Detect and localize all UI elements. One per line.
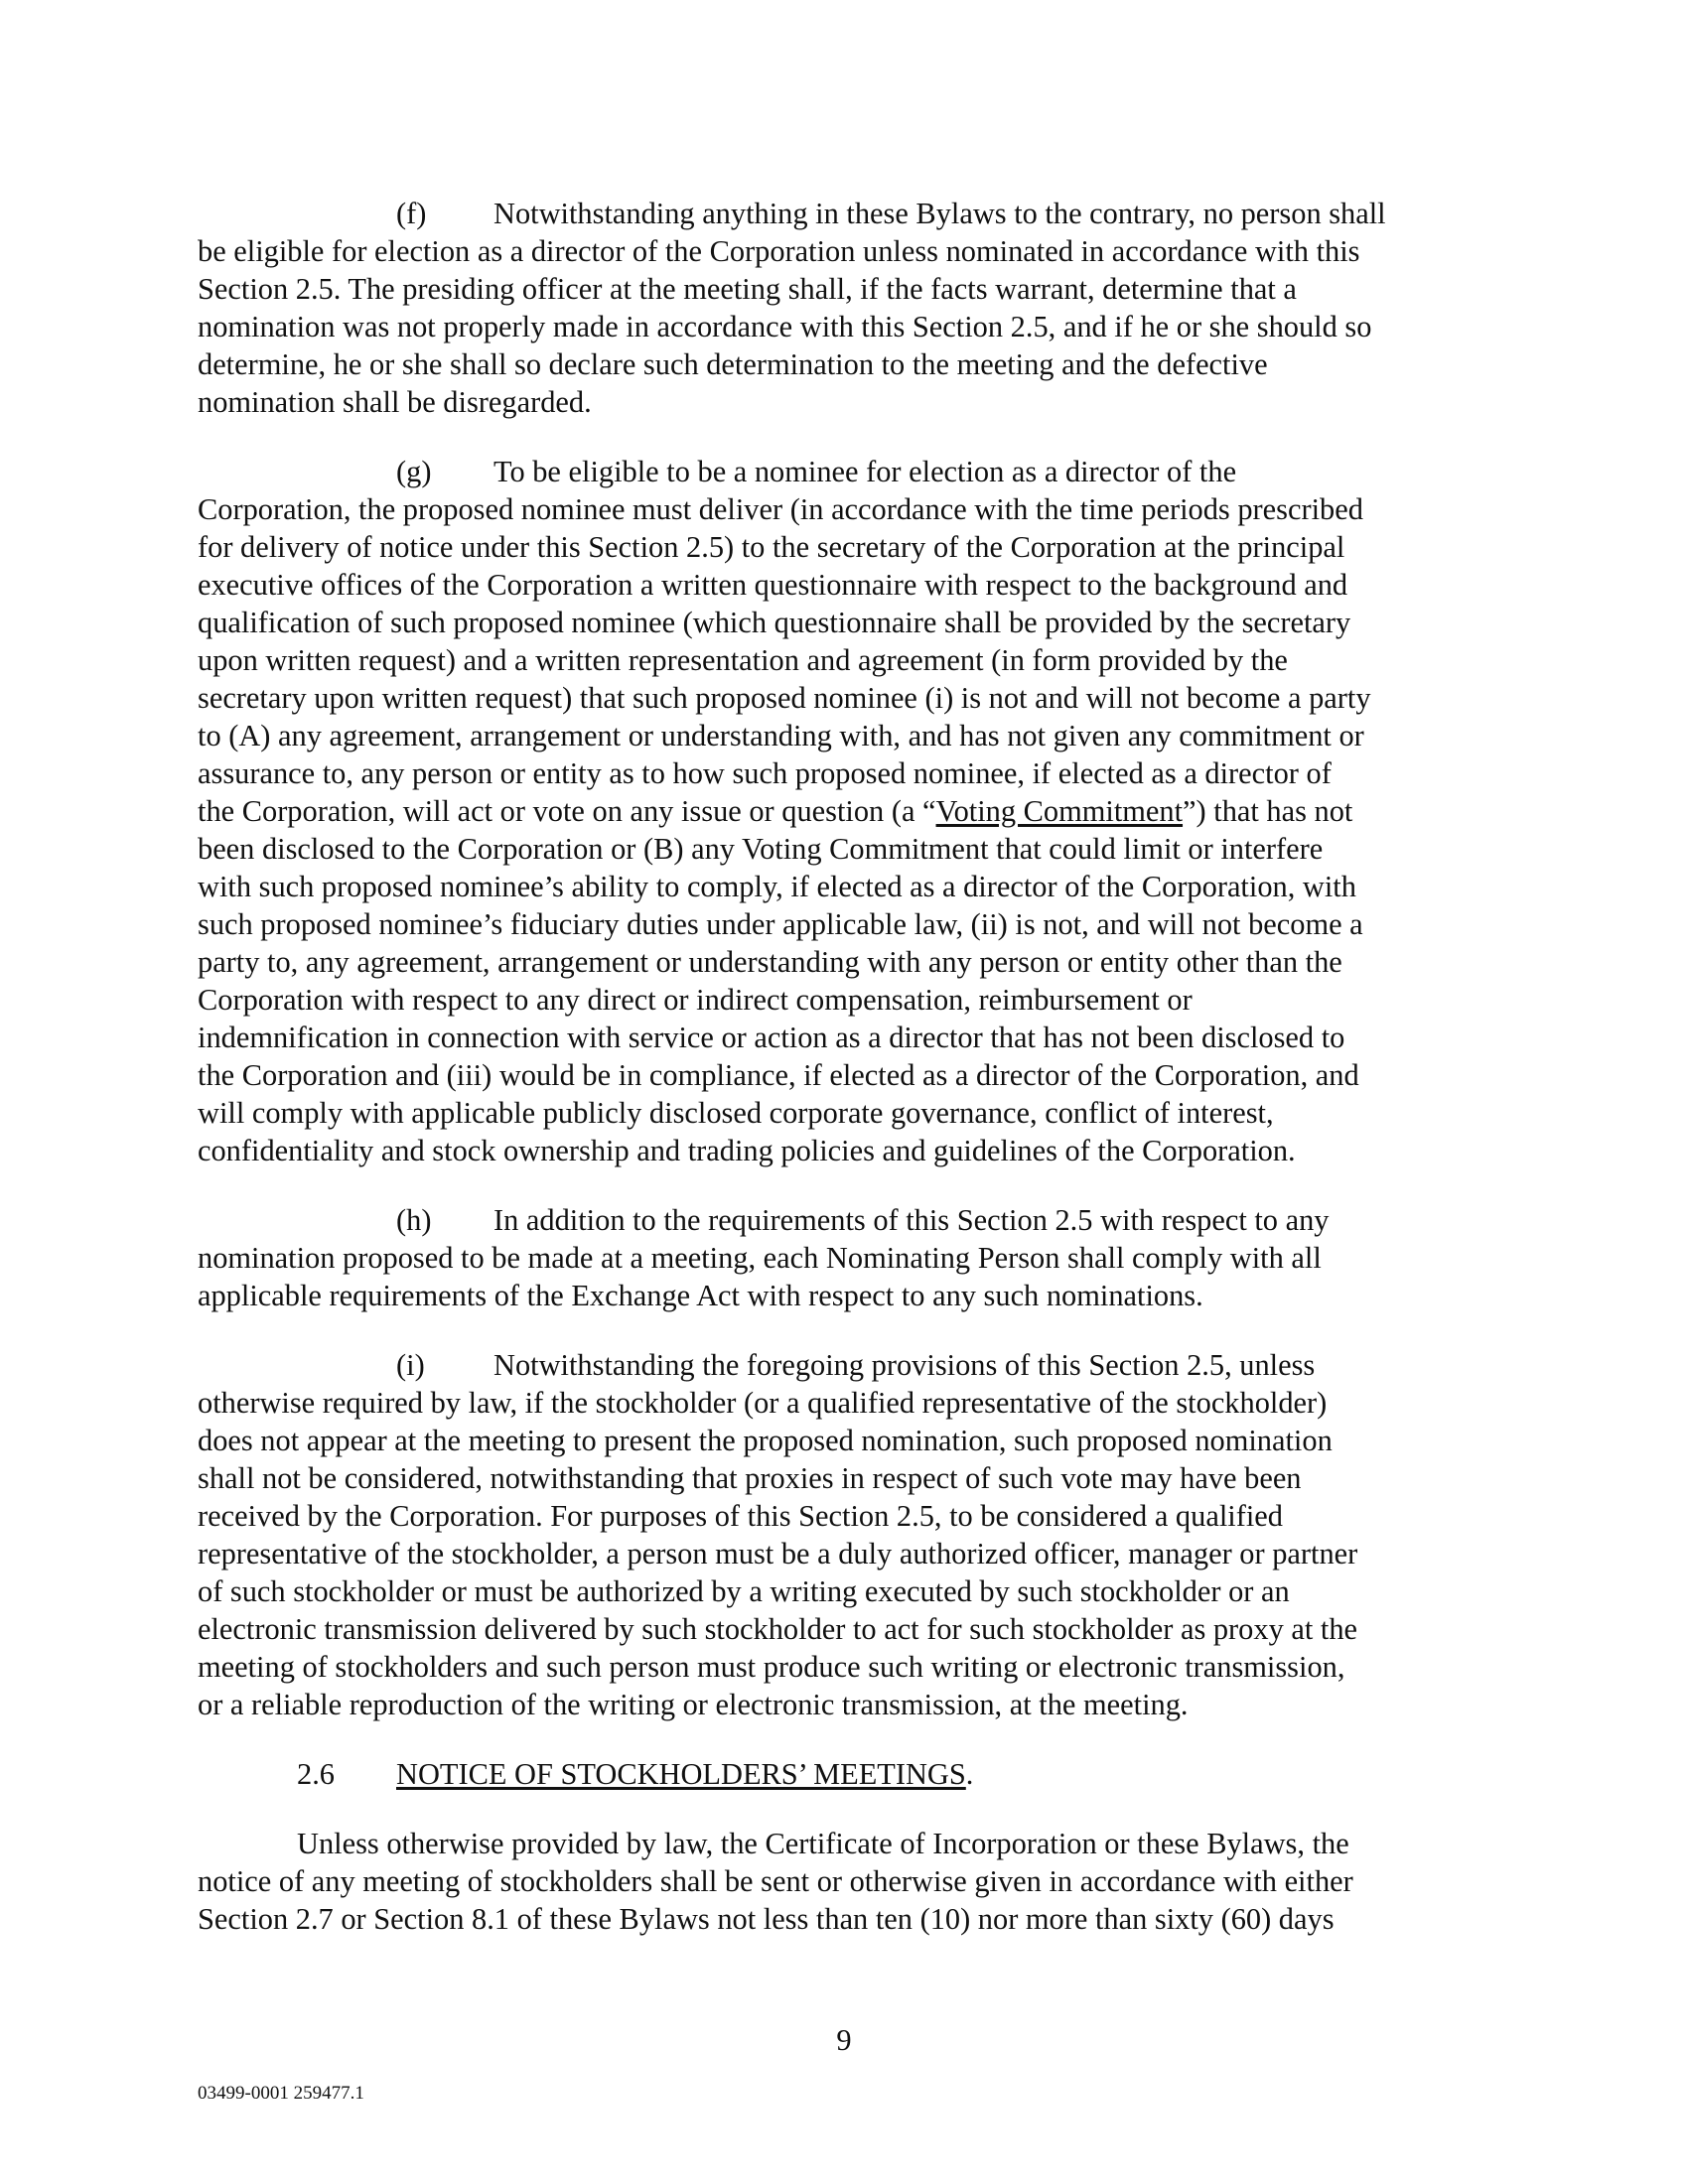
section-heading xyxy=(198,1755,1488,1793)
paragraph-i xyxy=(198,1346,1488,1723)
document-body xyxy=(198,195,1488,1970)
section-body: Unless otherwise provided by law, the Certificate of Incorporation or these Bylaws, the notice of any meeting of stockholders shall be sent or otherwise given in accordance with either Section 2.7 or Section 8.1 of these Bylaws not less than ten (10) nor more than sixty (60) days xyxy=(198,1827,1353,1936)
defined-term-voting-commitment: Voting Commitment xyxy=(935,794,1184,828)
paragraph-text: In addition to the requirements of this Section 2.5 with respect to any nomination proposed to be made at a meeting, each Nominating Person shall comply with all applicable requirements of the Exchange Act with respect to any such nominations. xyxy=(198,1203,1330,1312)
section-title: NOTICE OF STOCKHOLDERS’ MEETINGS xyxy=(396,1757,966,1791)
section-number: 2.6 xyxy=(297,1757,335,1791)
paragraph-text: To be eligible to be a nominee for election as a director of the Corporation, the proposed nominee must deliver (in accordance with the time periods prescribed for delivery of notice under this Section 2.5) to the secretary of the Corporation at the principal executive offices of the Corporation a written questionnaire with respect to the background and qualification of such proposed nominee (which questionnaire shall be provided by the secretary upon written request) and a written representation and agreement (in form provided by the secretary upon written request) that such proposed nominee (i) is not and will not become a party to (A) any agreement, arrangement or understanding with, and has not given any commitment or assurance to, any person or entity as to how such proposed nominee, if elected as a director of the Corporation, will act or vote on any issue or question (a “ xyxy=(198,455,1371,828)
paragraph-marker: (g) xyxy=(396,455,432,488)
section-title-period: . xyxy=(965,1757,974,1791)
document-id: 03499-0001 259477.1 xyxy=(198,2083,364,2104)
paragraph-marker: (i) xyxy=(396,1348,425,1382)
paragraph-marker: (h) xyxy=(396,1203,432,1237)
page-number: 9 xyxy=(836,2023,852,2057)
paragraph-text: Notwithstanding anything in these Bylaws to the contrary, no person shall be eligible for election as a director of the Corporation unless nominated in accordance with this Section 2.5. The presiding officer at the meeting shall, if the facts warrant, determine that a nomination was not properly made in accordance with this Section 2.5, and if he or she should so determine, he or she shall so declare such determination to the meeting and the defective nomination shall be disregarded. xyxy=(198,197,1386,419)
paragraph-h xyxy=(198,1201,1488,1314)
paragraph-f xyxy=(198,195,1488,421)
paragraph-text-continued: ”) that has not been disclosed to the Corporation or (B) any Voting Commitment that could limit or interfere with such proposed nominee’s ability to comply, if elected as a director of the Corporation, with such proposed nominee’s fiduciary duties under applicable law, (ii) is not, and will not become a party to, any agreement, arrangement or understanding with any person or entity other than the Corporation with respect to any direct or indirect compensation, reimbursement or indemnification in connection with service or action as a director that has not been disclosed to the Corporation and (iii) would be in compliance, if elected as a director of the Corporation, and will comply with applicable publicly disclosed corporate governance, conflict of interest, confidentiality and stock ownership and trading policies and guidelines of the Corporation. xyxy=(198,794,1363,1167)
paragraph-text: Notwithstanding the foregoing provisions of this Section 2.5, unless otherwise required by law, if the stockholder (or a qualified representative of the stockholder) does not appear at the meeting to present the proposed nomination, such proposed nomination shall not be considered, notwithstanding that proxies in respect of such vote may have been received by the Corporation. For purposes of this Section 2.5, to be considered a qualified representative of the stockholder, a person must be a duly authorized officer, manager or partner of such stockholder or must be authorized by a writing executed by such stockholder or an electronic transmission delivered by such stockholder to act for such stockholder as proxy at the meeting of stockholders and such person must produce such writing or electronic transmission, or a reliable reproduction of the writing or electronic transmission, at the meeting. xyxy=(198,1348,1358,1721)
paragraph-g xyxy=(198,453,1488,1169)
paragraph-marker: (f) xyxy=(396,197,427,230)
